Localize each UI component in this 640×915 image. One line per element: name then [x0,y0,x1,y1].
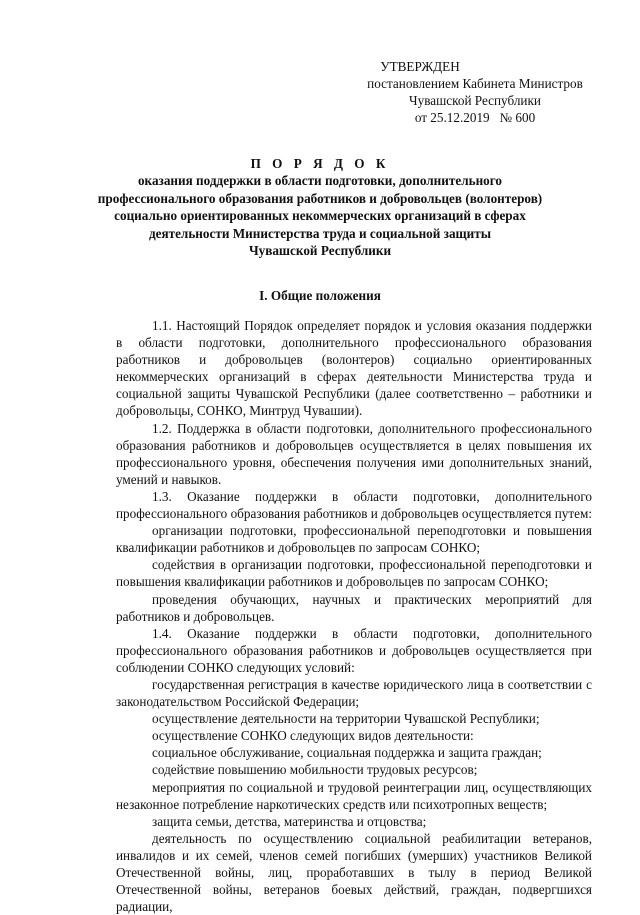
title-word: П О Р Я Д О К [250,156,390,171]
section-heading: I. Общие положения [259,288,381,303]
paragraph: 1.4. Оказание поддержки в области подготовки, дополнительного профессионального образования работников и добровольцев осуществляется при соблюдении СОНКО следующих условий: [116,625,592,675]
approval-stamp [0,58,640,126]
title-line-3: социально ориентированных некоммерческих организаций в сферах [114,208,526,224]
paragraph: 1.1. Настоящий Порядок определяет порядок и условия оказания поддержки в области подготовки, дополнительного профессионального образования работников и добровольцев (волонтеров) социально ориентированных некоммерческих организаций в сферах деятельности Министерства труда и социальной защиты Чувашской Республики (далее соответственно – работники и добровольцы, СОНКО, Минтруд Чувашии). [116,318,592,419]
title-line-1: оказания поддержки в области подготовки, дополнительного [137,173,503,189]
document-title [92,155,548,259]
paragraph: осуществление СОНКО следующих видов деятельности: [152,728,474,744]
approval-line-1: постановлением Кабинета Министров [367,76,583,91]
approval-line-3: от 25.12.2019 № 600 [414,110,536,125]
document-body [116,317,592,915]
paragraph: организации подготовки, профессиональной переподготовки и повышения квалификации работников и добровольцев по запросам СОНКО; [116,523,592,556]
paragraph: социальное обслуживание, социальная поддержка и защита граждан; [152,745,542,761]
paragraph: защита семьи, детства, материнства и отцовства; [152,813,427,829]
title-line-2: профессионального образования работников и добровольцев (волонтеров) [97,190,543,206]
paragraph: 1.3. Оказание поддержки в области подготовки, дополнительного профессионального образования работников и добровольцев осуществляется путем: [116,488,592,522]
title-line-5: Чувашской Республики [248,243,392,259]
approval-line-2: Чувашской Республики [409,93,541,108]
paragraph: содействие повышению мобильности трудовых ресурсов; [152,762,478,778]
paragraph: проведения обучающих, научных и практических мероприятий для работников и добровольцев. [116,591,592,624]
approval-heading: УТВЕРЖДЕН [380,59,460,74]
title-line-4: деятельности Министерства труда и социальной защиты [148,225,492,241]
paragraph: 1.2. Поддержка в области подготовки, дополнительного профессионального образования работников и добровольцев осуществляется в целях повышения их профессионального уровня, обеспечения получения ими дополнительных знаний, умений и навыков. [116,420,592,487]
paragraph: деятельность по осуществлению социальной реабилитации ветеранов, инвалидов и их семей, членов семей погибших (умерших) участников Великой Отечественной войны, лиц, проработавших в тылу в период Великой Отечественной войны, ветеранов боевых действий, граждан, подвергшихся радиации, [116,830,592,915]
paragraph: содействия в организации подготовки, профессиональной переподготовки и повышения квалификации работников и добровольцев по запросам СОНКО; [116,557,592,590]
paragraph: мероприятия по социальной и трудовой реинтеграции лиц, осуществляющих незаконное потребление наркотических средств или психотропных веществ; [116,779,592,812]
paragraph: государственная регистрация в качестве юридического лица в соответствии с законодательством Российской Федерации; [116,676,592,710]
paragraph: осуществление деятельности на территории Чувашской Республики; [152,711,540,727]
